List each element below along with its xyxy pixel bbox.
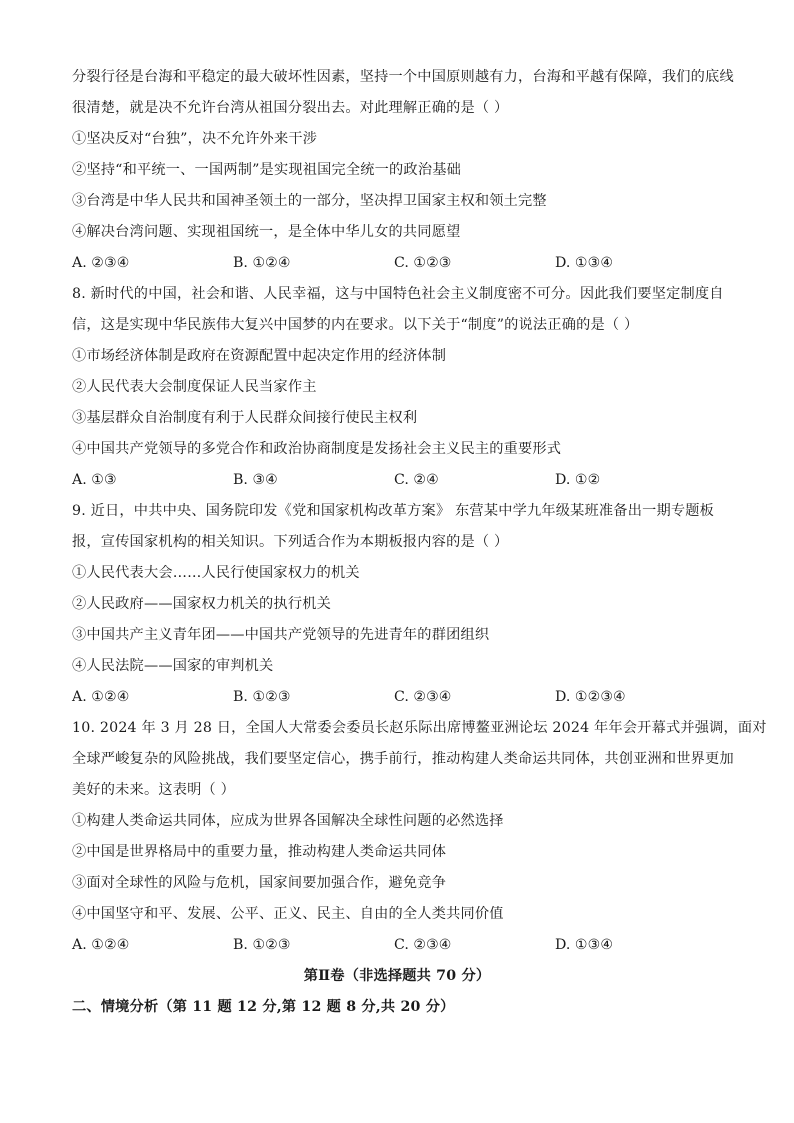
- option-a[interactable]: A. ①③: [72, 472, 117, 488]
- statement-item: ③基层群众自治制度有利于人民群众间接行使民主权利: [72, 410, 418, 426]
- question-10: [72, 713, 767, 961]
- question-stem-line: 很清楚，就是决不允许台湾从祖国分裂出去。对此理解正确的是（ ）: [72, 100, 509, 116]
- statement-item: ③中国共产主义青年团——中国共产党领导的先进青年的群团组织: [72, 627, 490, 643]
- option-d[interactable]: D. ①③④: [555, 255, 614, 271]
- option-a[interactable]: A. ①②④: [72, 689, 130, 705]
- statement-item: ①人民代表大会……人民行使国家权力的机关: [72, 565, 360, 581]
- question-9: [72, 496, 722, 713]
- question-7: [72, 62, 734, 279]
- option-c[interactable]: C. ②④: [394, 472, 439, 488]
- option-d[interactable]: D. ①②: [555, 472, 601, 488]
- option-c[interactable]: C. ②③④: [394, 937, 452, 953]
- question-stem-line: 9. 近日，中共中央、国务院印发《党和国家机构改革方案》 东营某中学九年级某班准备出一期专题板: [72, 503, 715, 519]
- answer-options: [72, 465, 722, 496]
- question-stem-line: 10. 2024 年 3 月 28 日，全国人大常委会委员长赵乐际出席博鳌亚洲论坛 2024 年年会开幕式并强调，面对: [72, 720, 767, 736]
- question-8: [72, 279, 722, 496]
- option-b[interactable]: B. ③④: [233, 472, 278, 488]
- question-stem-line: 报，宣传国家机构的相关知识。下列适合作为本期板报内容的是（ ）: [72, 534, 509, 550]
- statement-item: ②中国是世界格局中的重要力量，推动构建人类命运共同体: [72, 844, 447, 860]
- statement-item: ①构建人类命运共同体，应成为世界各国解决全球性问题的必然选择: [72, 813, 504, 829]
- part-title: 二、情境分析（第 11 题 12 分,第 12 题 8 分,共 20 分）: [72, 999, 455, 1015]
- option-d[interactable]: D. ①②③④: [555, 689, 626, 705]
- statement-item: ④中国坚守和平、发展、公平、正义、民主、自由的全人类共同价值: [72, 906, 504, 922]
- option-b[interactable]: B. ①②③: [233, 937, 291, 953]
- question-stem-line: 分裂行径是台海和平稳定的最大破坏性因素，坚持一个中国原则越有力，台海和平越有保障，我们的底线: [72, 69, 734, 85]
- answer-options: [72, 930, 722, 961]
- statement-item: ①坚决反对“台独”，决不允许外来干涉: [72, 131, 318, 147]
- statement-item: ③台湾是中华人民共和国神圣领土的一部分，坚决捍卫国家主权和领土完整: [72, 193, 547, 209]
- option-a[interactable]: A. ②③④: [72, 255, 130, 271]
- statement-item: ③面对全球性的风险与危机，国家间要加强合作，避免竞争: [72, 875, 447, 891]
- option-c[interactable]: C. ①②③: [394, 255, 452, 271]
- statement-item: ④人民法院——国家的审判机关: [72, 658, 274, 674]
- statement-item: ②人民政府——国家权力机关的执行机关: [72, 596, 331, 612]
- option-b[interactable]: B. ①②③: [233, 689, 291, 705]
- answer-options: [72, 682, 722, 713]
- question-stem-line: 8. 新时代的中国，社会和谐、人民幸福，这与中国特色社会主义制度密不可分。因此我们要坚定制度自: [72, 286, 724, 302]
- option-d[interactable]: D. ①③④: [555, 937, 614, 953]
- statement-item: ①市场经济体制是政府在资源配置中起决定作用的经济体制: [72, 348, 447, 364]
- statement-item: ④中国共产党领导的多党合作和政治协商制度是发扬社会主义民主的重要形式: [72, 441, 562, 457]
- statement-item: ②人民代表大会制度保证人民当家作主: [72, 379, 317, 395]
- question-stem-line: 美好的未来。这表明（ ）: [72, 782, 235, 798]
- section-title: 第Ⅱ卷（非选择题共 70 分）: [303, 968, 491, 984]
- question-stem-line: 全球严峻复杂的风险挑战，我们要坚定信心，携手前行，推动构建人类命运共同体，共创亚洲和世界更加: [72, 751, 734, 767]
- option-b[interactable]: B. ①②④: [233, 255, 291, 271]
- statement-item: ②坚持“和平统一、一国两制”是实现祖国完全统一的政治基础: [72, 162, 461, 178]
- answer-options: [72, 248, 722, 279]
- question-stem-line: 信，这是实现中华民族伟大复兴中国梦的内在要求。以下关于“制度”的说法正确的是（ ）: [72, 317, 639, 333]
- option-c[interactable]: C. ②③④: [394, 689, 452, 705]
- option-a[interactable]: A. ①②④: [72, 937, 130, 953]
- statement-item: ④解决台湾问题、实现祖国统一，是全体中华儿女的共同愿望: [72, 224, 461, 240]
- exam-page: [72, 62, 767, 1023]
